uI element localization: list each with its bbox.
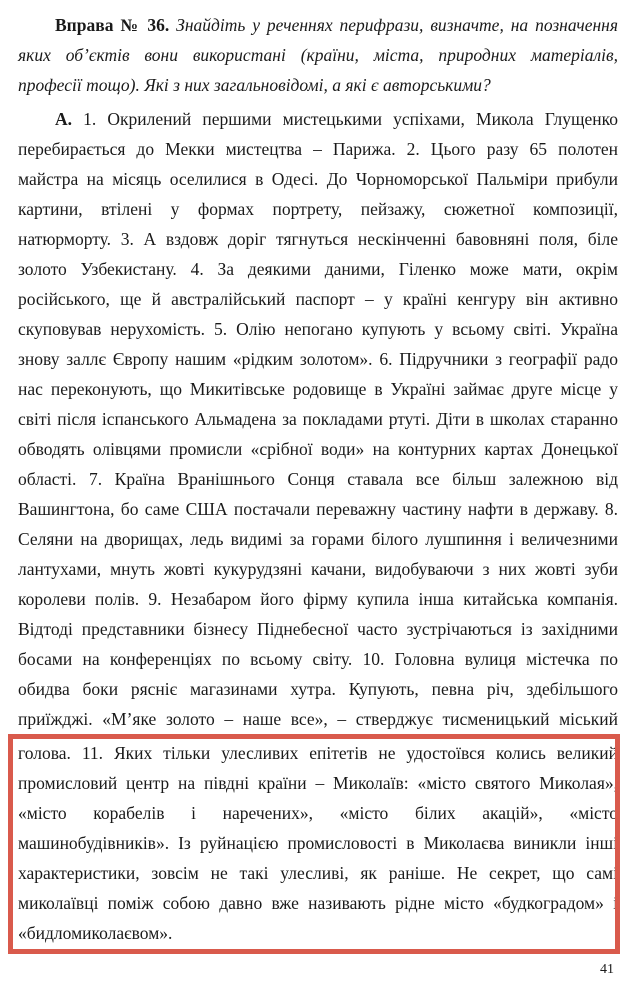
section-a-first-line (55, 104, 618, 134)
paragraph-line: приїжджі. «М’яке золото – наше все», – стверджує тисменицький міський (18, 709, 618, 729)
highlighted-line: машинобудівників». Із руйнацією промисловості в Миколаєва виникли інші (18, 833, 618, 853)
paragraph-line: знову заллє Європу нашим «рідким золотом». 6. Підручники з географії радо (18, 349, 618, 369)
paragraph-line: обидва боки рясніє магазинами хутра. Купують, певна річ, здебільшого (18, 679, 618, 699)
paragraph-line: світі після іспанського Альмадена за покладами ртуті. Діти в школах старанно (18, 409, 618, 429)
highlighted-line: миколаївці поміж собою давно вже називають рідне місто «будкоградом» і (18, 893, 618, 913)
highlighted-line: голова. 11. Яких тільки улесливих епітетів не удостоївся колись великий (18, 743, 618, 763)
exercise-instruction-line-3: професії тощо). Які з них загальновідомі, а які є авторськими? (18, 75, 491, 95)
exercise-title: Вправа № 36. (55, 15, 170, 35)
paragraph-line: Селяни на дворищах, ледь видимі за горами білого лушпиння і величезними (18, 529, 618, 549)
page-number: 41 (600, 962, 614, 977)
paragraph-line: босами на конференціях по всьому світу. 10. Головна вулиця містечка по (18, 649, 618, 669)
highlighted-line: промисловий центр на півдні країни – Миколаїв: «місто святого Миколая», (18, 773, 618, 793)
paragraph-line: лантухами, мнуть жовті кукурудзяні качани, видобуваючи з них жовті зуби (18, 559, 618, 579)
paragraph-line: Вашингтона, бо саме США постачали переважну частину нафти в державу. 8. (18, 499, 618, 519)
exercise-instruction-part-1: Знайдіть у реченнях перифрази, визначте, на позначення (169, 15, 618, 35)
paragraph-line: майстра на місяць оселилися в Одесі. До Чорноморської Пальміри прибули (18, 169, 618, 189)
paragraph-line: нас переконують, що Микитівське родовище в Україні займає друге місце у (18, 379, 618, 399)
paragraph-line: скуповував нерухомість. 5. Олію непогано купують у всьому світі. Україна (18, 319, 618, 339)
paragraph-line: області. 7. Країна Вранішнього Сонця ставала все більш залежною від (18, 469, 618, 489)
paragraph-line: обводять олівцями промисли «срібної води» на контурних картах Донецької (18, 439, 618, 459)
paragraph-line: російського, ще й австралійський паспорт – у країні кенгуру він активно (18, 289, 618, 309)
paragraph-line: золото Узбекистану. 4. За деякими даними, Гіленко може мати, окрім (18, 259, 618, 279)
section-first-line-text: 1. Окрилений першими мистецькими успіхами, Микола Глущенко (72, 109, 618, 129)
paragraph-line: королеви полів. 9. Незабаром його фірму купила інша китайська компанія. (18, 589, 618, 609)
section-label: А. (55, 109, 73, 129)
highlighted-line: «місто корабелів і наречених», «місто білих акацій», «місто (18, 803, 618, 823)
paragraph-line: Відтоді представники бізнесу Піднебесної часто зустрічаються із західними (18, 619, 618, 639)
paragraph-line: натюрморту. 3. А вздовж доріг тягнуться нескінченні бавовняні поля, біле (18, 229, 618, 249)
exercise-header-line-1 (55, 10, 618, 40)
highlighted-line: характеристики, зовсім не такі улесливі, як раніше. Не секрет, що самі (18, 863, 618, 883)
paragraph-line: перебирається до Мекки мистецтва – Парижа. 2. Цього разу 65 полотен (18, 139, 618, 159)
exercise-instruction-line-2: яких об’єктів вони використані (країни, міста, природних матеріалів, (18, 45, 618, 65)
highlighted-line: «бидломиколаєвом». (18, 923, 173, 943)
paragraph-line: картини, втілені у формах портрету, пейзажу, сюжетної композиції, (18, 199, 618, 219)
